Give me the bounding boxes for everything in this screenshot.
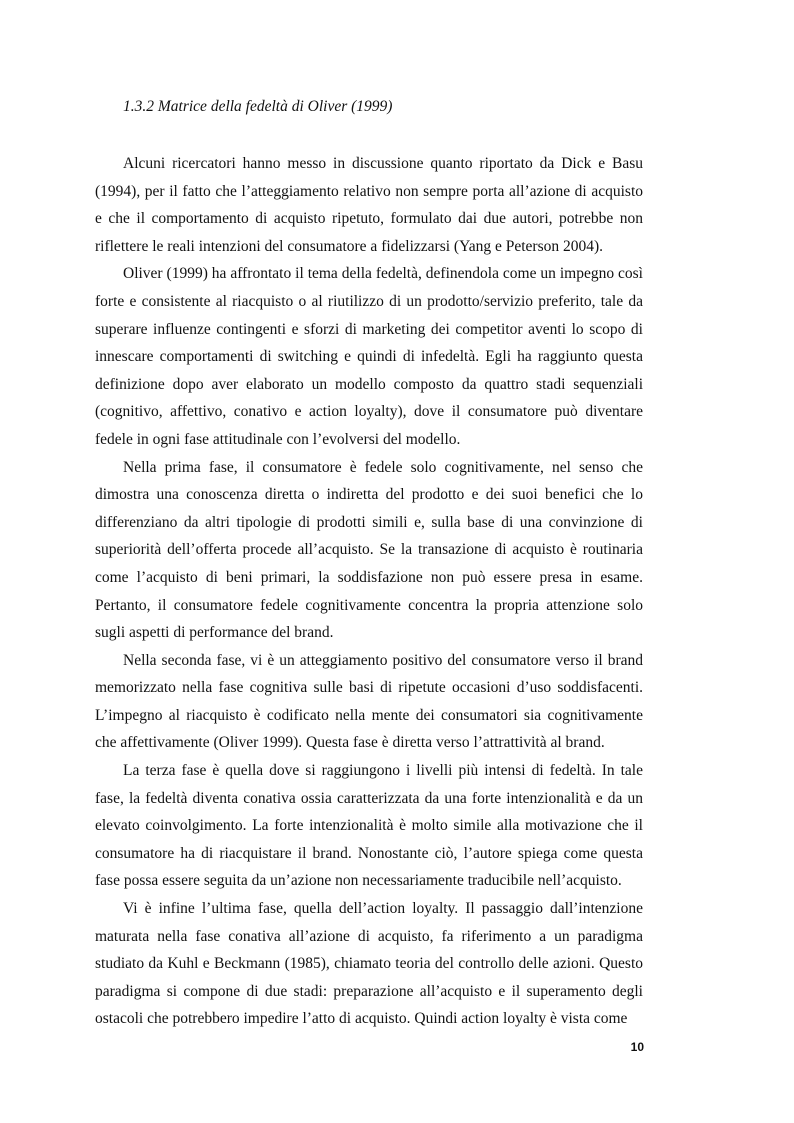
paragraph-3: Nella prima fase, il consumatore è fedele solo cognitivamente, nel senso che dimostra una conoscenza diretta o indiretta del prodotto e dei suoi benefici che lo differenziano da altri tipologie di prodotti simili e, sulla base di una convinzione di superiorità dell’offerta procede all’acquisto. Se la transazione di acquisto è routinaria come l’acquisto di beni primari, la soddisfazione non può essere presa in esame. Pertanto, il consumatore fedele cognitivamente concentra la propria attenzione solo sugli aspetti di performance del brand.	[95, 458, 643, 642]
section-heading: 1.3.2 Matrice della fedeltà di Oliver (1999)	[123, 98, 393, 115]
body-text	[95, 150, 643, 1033]
paragraph-2: Oliver (1999) ha affrontato il tema della fedeltà, definendola come un impegno così forte e consistente al riacquisto o al riutilizzo di un prodotto/servizio preferito, tale da superare influenze contingenti e sforzi di marketing dei competitor aventi lo scopo di innescare comportamenti di switching e quindi di infedeltà. Egli ha raggiunto questa definizione dopo aver elaborato un modello composto da quattro stadi sequenziali (cognitivo, affettivo, conativo e action loyalty), dove il consumatore può diventare fedele in ogni fase attitudinale con l’evolversi del modello.	[95, 265, 643, 448]
paragraph-4: Nella seconda fase, vi è un atteggiamento positivo del consumatore verso il brand memorizzato nella fase cognitiva sulle basi di ripetute occasioni d’uso soddisfacenti. L’impegno al riacquisto è codificato nella mente dei consumatori sia cognitivamente che affettivamente (Oliver 1999). Questa fase è diretta verso l’attrattività al brand.	[95, 651, 643, 752]
paragraph-6: Vi è infine l’ultima fase, quella dell’action loyalty. Il passaggio dall’intenzione maturata nella fase conativa all’azione di acquisto, fa riferimento a un paradigma studiato da Kuhl e Beckmann (1985), chiamato teoria del controllo delle azioni. Questo paradigma si compone di due stadi: preparazione all’acquisto e il superamento degli ostacoli che potrebbero impedire l’atto di acquisto. Quindi action loyalty è vista come	[95, 900, 643, 1028]
page-number: 10	[630, 1040, 644, 1054]
paragraph-1: Alcuni ricercatori hanno messo in discussione quanto riportato da Dick e Basu (1994), per il fatto che l’atteggiamento relativo non sempre porta all’azione di acquisto e che il comportamento di acquisto ripetuto, formulato dai due autori, potrebbe non riflettere le reali intenzioni del consumatore a fidelizzarsi (Yang e Peterson 2004).	[95, 155, 643, 255]
paragraph-5: La terza fase è quella dove si raggiungono i livelli più intensi di fedeltà. In tale fase, la fedeltà diventa conativa ossia caratterizzata da una forte intenzionalità e da un elevato coinvolgimento. La forte intenzionalità è molto simile alla motivazione che il consumatore ha di riacquistare il brand. Nonostante ciò, l’autore spiega come questa fase possa essere seguita da un’azione non necessariamente traducibile nell’acquisto.	[95, 762, 643, 890]
